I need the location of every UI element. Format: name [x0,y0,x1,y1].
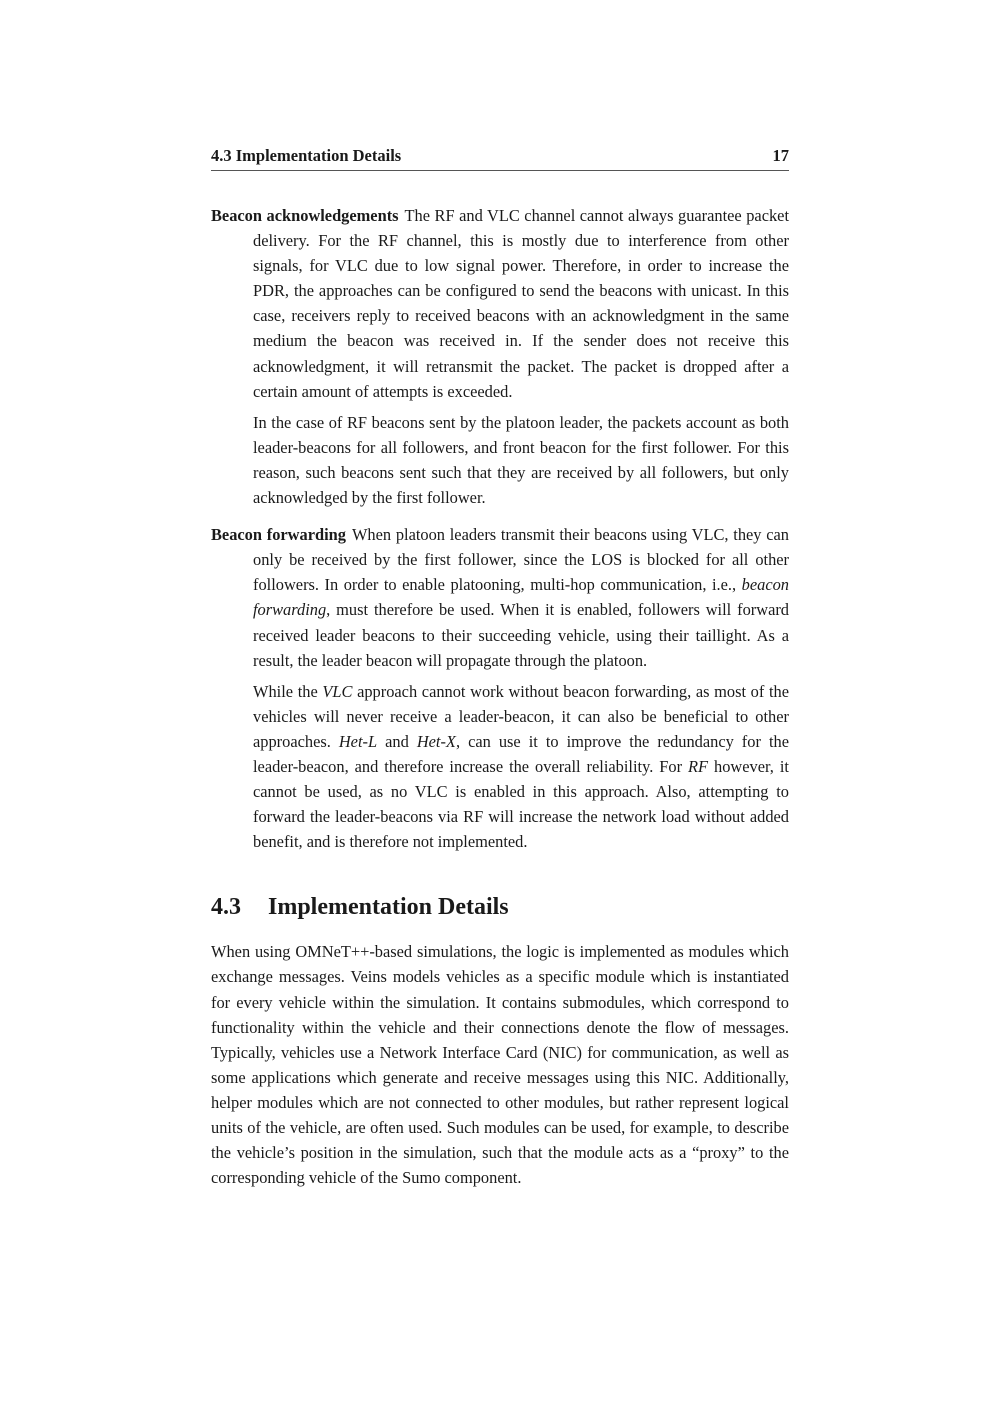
beacon-ack-text-1: The RF and VLC channel cannot always guarantee packet delivery. For the RF channel, this is mostly due to interference from other signals, for VLC due to low signal power. Therefore, in order to increase the PDR, the approaches can be configured to send the beacons with unicast. In this case, receivers reply to received beacons with an acknowledgment in the same medium the beacon was received in. If the sender does not receive this acknowledgment, it will retransmit the packet. The packet is dropped after a certain amount of attempts is exceeded. [253,206,789,401]
description-term: Beacon acknowledgements [211,206,399,225]
description-term: Beacon forwarding [211,525,346,545]
emphasis-beacon-forwarding: beacon forwarding [253,575,789,620]
beacon-fwd-text-1a: When platoon leaders transmit their beacons using VLC, they can only be received by the first follower, since the LOS is blocked for all other followers. In order to enable platooning, multi-hop communication, i.e., [253,525,789,595]
emphasis-het-x: Het-X [416,731,456,751]
running-header-section: 4.3 Implementation Details [211,146,402,165]
beacon-fwd-paragraph-2 [211,679,789,855]
description-item-beacon-forwarding [211,522,789,854]
beacon-fwd-text-2b: approach cannot work without beacon forwarding, as most of the vehicles will never receive a leader-beacon, it can also be beneficial to other approaches. [253,681,789,751]
emphasis-het-l: Het-L [338,731,378,751]
description-item-beacon-acknowledgements [211,203,789,510]
emphasis-rf: RF [688,756,709,776]
page-content [211,146,789,1190]
emphasis-vlc: VLC [322,681,353,701]
beacon-fwd-text-2c: and [377,731,417,751]
beacon-fwd-text-2d: , can use it to improve the redundancy for the leader-beacon, and therefore increase the overall reliability. For [253,731,789,776]
beacon-ack-paragraph-1 [211,203,789,404]
beacon-fwd-text-1b: , must therefore be used. When it is enabled, followers will forward received leader beacons to their succeeding vehicle, using their taillight. As a result, the leader beacon will propagate through the platoon. [253,600,789,670]
beacon-fwd-text-2e: however, it cannot be used, as no VLC is enabled in this approach. Also, attempting to forward the leader-beacons via RF will increase the network load without added benefit, and is therefore not implemented. [253,756,789,852]
running-header [211,146,789,171]
page-number: 17 [772,146,789,165]
section-paragraph: When using OMNeT++-based simulations, the logic is implemented as modules which exchange messages. Veins models vehicles as a specific module which is instantiated for every vehicle within the simulation. It contains submodules, which correspond to functionality within the vehicle and their connections denote the flow of messages. Typically, vehicles use a Network Interface Card (NIC) for communication, as well as some applications which generate and receive messages using this NIC. Additionally, helper modules which are not connected to other modules, but rather represent logical units of the vehicle, are often used. Such modules can be used, for example, to describe the vehicle’s position in the simulation, such that the module acts as a “proxy” to the corresponding vehicle of the Sumo component. [211,942,789,1188]
beacon-fwd-paragraph-1 [211,522,789,673]
section-title: Implementation Details [268,894,509,921]
beacon-fwd-text-2a: While the [253,681,323,701]
section-number: 4.3 [211,894,241,921]
beacon-ack-paragraph-2: In the case of RF beacons sent by the platoon leader, the packets account as both leader-beacons for all followers, and front beacon for the first follower. For this reason, such beacons sent such that they are received by all followers, but only acknowledged by the first follower. [253,412,789,508]
section-heading [211,894,789,921]
